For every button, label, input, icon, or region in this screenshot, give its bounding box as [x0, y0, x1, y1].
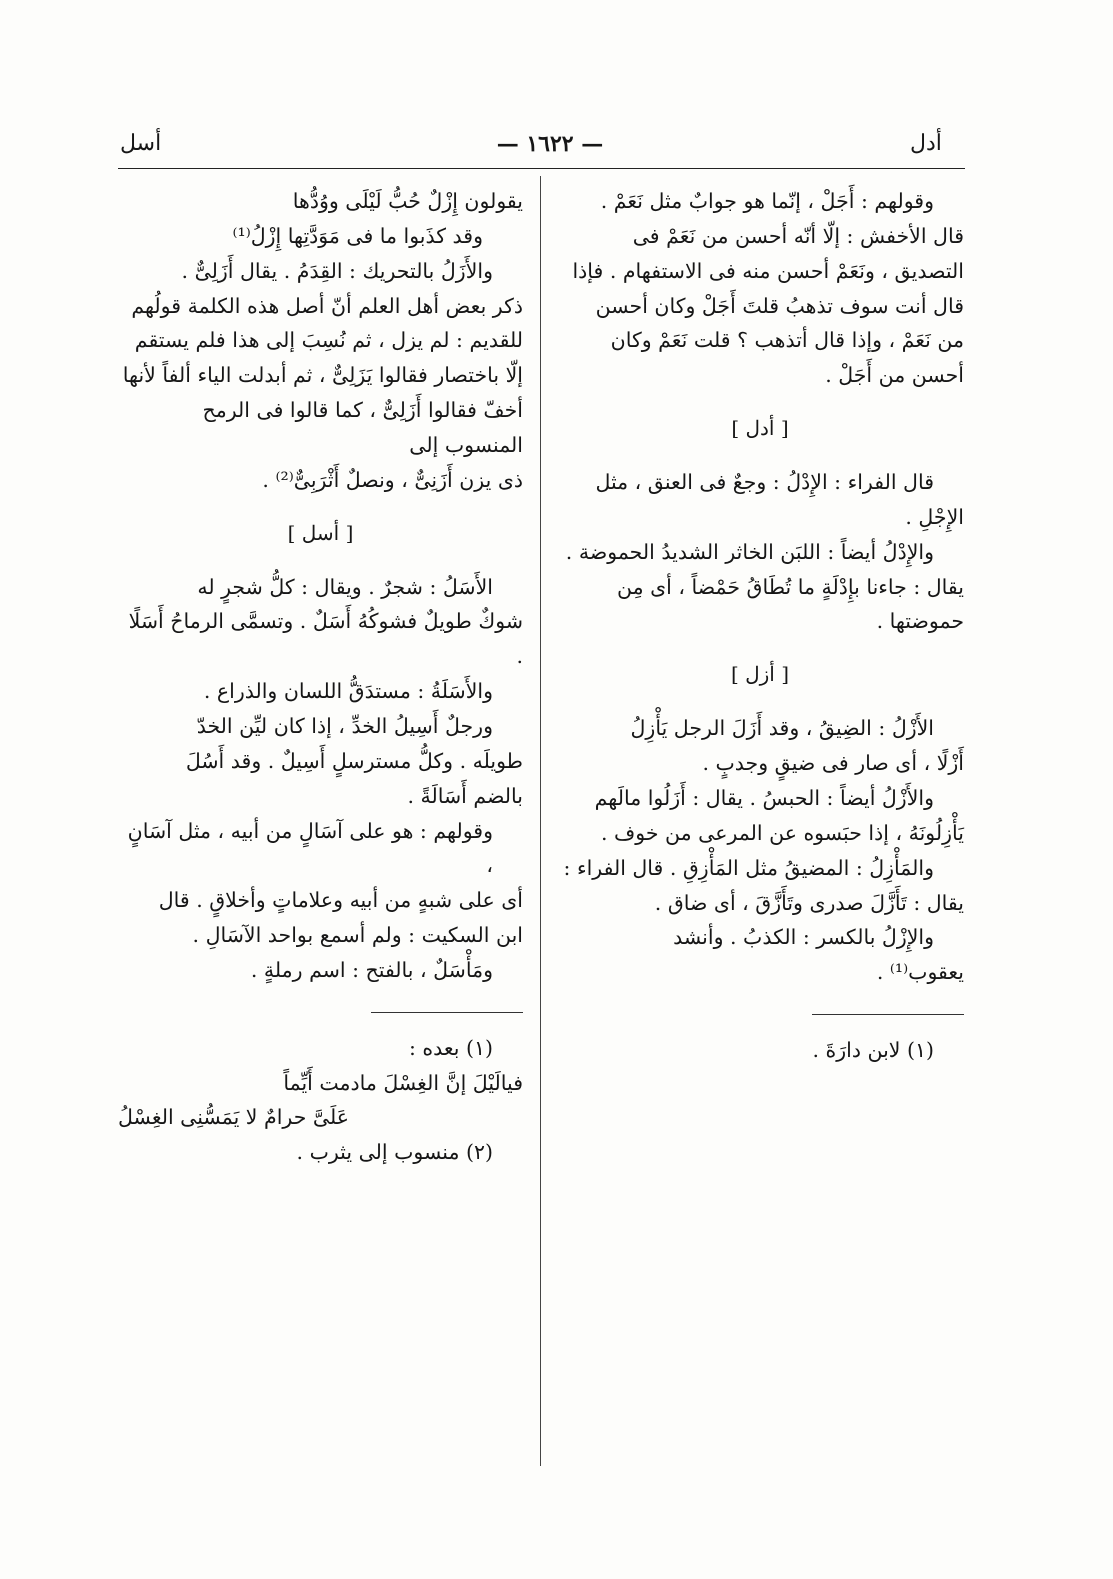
page-number: — ١٦٢٢ —: [496, 131, 604, 157]
entry-heading-asl: [ أسل ]: [287, 520, 354, 545]
text-line: يعقوب⁽¹⁾ .: [876, 960, 964, 985]
text-line: ذكر بعض أهل العلم أنّ أصل هذه الكلمة قولُهم: [131, 293, 523, 318]
text-line: والإِزْلُ بالكسر : الكذبُ . وأنشد: [673, 925, 934, 950]
text-line: من نَعَمْ ، وإذا قال أتذهب ؟ قلت نَعَمْ وكان: [610, 328, 964, 353]
header-rule: [118, 168, 965, 169]
text-line: الأَسَلُ : شجرٌ . ويقال : كلُّ شجرٍ له: [197, 574, 493, 599]
text-line: أَزْلًا ، أى صار فى ضيقٍ وجدبٍ .: [702, 751, 964, 776]
right-column: [556, 184, 964, 1068]
text-line: أى على شبهٍ من أبيه وعلاماتٍ وأخلاقٍ . قال: [158, 888, 523, 913]
header-entry-left: أسل: [120, 131, 162, 156]
entry-heading-azl: [ أزل ]: [730, 662, 790, 687]
text-line: يَأْزِلُونَهُ ، إذا حبَسوه عن المرعى من خوف .: [600, 820, 964, 845]
verse-line: يقولون إِزْلٌ حُبُّ لَيْلَى ووُدُّها: [292, 189, 523, 213]
footnote-rule: [371, 1012, 523, 1013]
text-line: الإِجْلِ .: [905, 504, 964, 529]
text-line: ابن السكيت : ولم أسمع بواحد الآسَالِ .: [192, 923, 523, 948]
text-line: أخفّ فقالوا أَزَلِىٌّ ، كما قالوا فى الرمح المنسوب إلى: [202, 398, 523, 457]
text-line: والمَأْزِلُ : المضيقُ مثل المَأْزِقِ . قال الفراء :: [563, 855, 934, 880]
text-line: قال الأخفش : إلّا أنّه أحسن من نَعَمْ فى: [632, 223, 964, 248]
text-line: قال الفراء : الإِدْلُ : وجعٌ فى العنق ، مثل: [595, 470, 934, 495]
text-line: والإِدْلُ أيضاً : اللبَن الخاثر الشديدُ الحموضة .: [565, 539, 934, 564]
text-line: يقال : تَأَزَّلَ صدرى وتَأَزَّقَ ، أى ضاق .: [654, 890, 964, 915]
verse-line: وقد كذَبوا ما فى مَوَدَّتِها إِزْلُ⁽¹⁾: [232, 223, 483, 248]
text-line: قال أنت سوف تذهبُ قلتَ أَجَلْ وكان أحسن: [595, 293, 964, 318]
text-line: بالضم أَسَالَةً .: [407, 783, 523, 808]
text-line: ورجلٌ أَسِيلُ الخدِّ ، إذا كان ليِّن الخدّ: [196, 713, 493, 738]
text-line: شوكٌ طويلٌ فشوكُهُ أَسَلٌ . وتسمَّى الرماحُ أَسَلًا .: [128, 609, 523, 669]
footnote: (١) لابن دارَةَ .: [812, 1038, 934, 1063]
footnote-verse: عَلَىَّ حرامٌ لا يَمَسُّنِى الغِسْلُ: [118, 1105, 349, 1130]
text-line: وقولهم : أَجَلْ ، إنّما هو جوابٌ مثل نَعَمْ .: [600, 189, 934, 213]
text-line: طويلَه . وكلُّ مسترسلٍ أَسِيلٌ . وقد أَسُلَ: [185, 748, 523, 773]
column-divider: [540, 176, 541, 1466]
text-line: أحسن من أَجَلْ .: [825, 363, 964, 388]
text-line: وقولهم : هو على آسَالٍ من أبيه ، مثل آسَانٍ ،: [127, 818, 493, 878]
entry-heading-adl: [ أدل ]: [731, 416, 789, 441]
text-line: يقال : جاءنا بإِدْلَةٍ ما تُطَاقُ حَمْضاً ، أى مِن: [617, 574, 964, 599]
text-line: حموضتها .: [876, 609, 964, 634]
text-line: ومَأْسَلٌ ، بالفتح : اسم رملةٍ .: [250, 957, 493, 982]
footnote: (٢) منسوب إلى يثرب .: [296, 1140, 493, 1165]
text-line: ذى يزن أَزَنِىٌّ ، ونصلٌ أَثْرَبِىٌّ⁽²⁾ .: [262, 467, 523, 492]
footnote-rule: [812, 1014, 964, 1015]
text-line: والأَزْلُ أيضاً : الحبسُ . يقال : أَزَلُوا مالَهم: [594, 785, 934, 810]
footnote-verse: فيالَيْلَ إنَّ الغِسْلَ مادمت أَيِّماً: [283, 1070, 523, 1095]
left-column: [118, 184, 523, 1170]
text-line: إلّا باختصار فقالوا يَزَلِىٌّ ، ثم أبدلت الياء ألفاً لأنها: [122, 363, 523, 388]
text-line: والأَزَلُ بالتحريك : القِدَمُ . يقال أَزَلِىٌّ .: [181, 258, 493, 283]
header-entry-right: أدل: [910, 131, 942, 156]
text-line: الأَزْلُ : الضِيقُ ، وقد أَزَلَ الرجل يَأْزِلُ: [630, 716, 934, 741]
text-line: للقديم : لم يزل ، ثم نُسِبَ إلى هذا فلم يستقم: [134, 328, 523, 353]
footnote: (١) بعده :: [408, 1035, 493, 1060]
text-line: والأَسَلَةُ : مستدَقُّ اللسان والذراع .: [203, 679, 493, 704]
text-line: التصديق ، ونَعَمْ أحسن منه فى الاستفهام . فإذا: [572, 258, 964, 283]
